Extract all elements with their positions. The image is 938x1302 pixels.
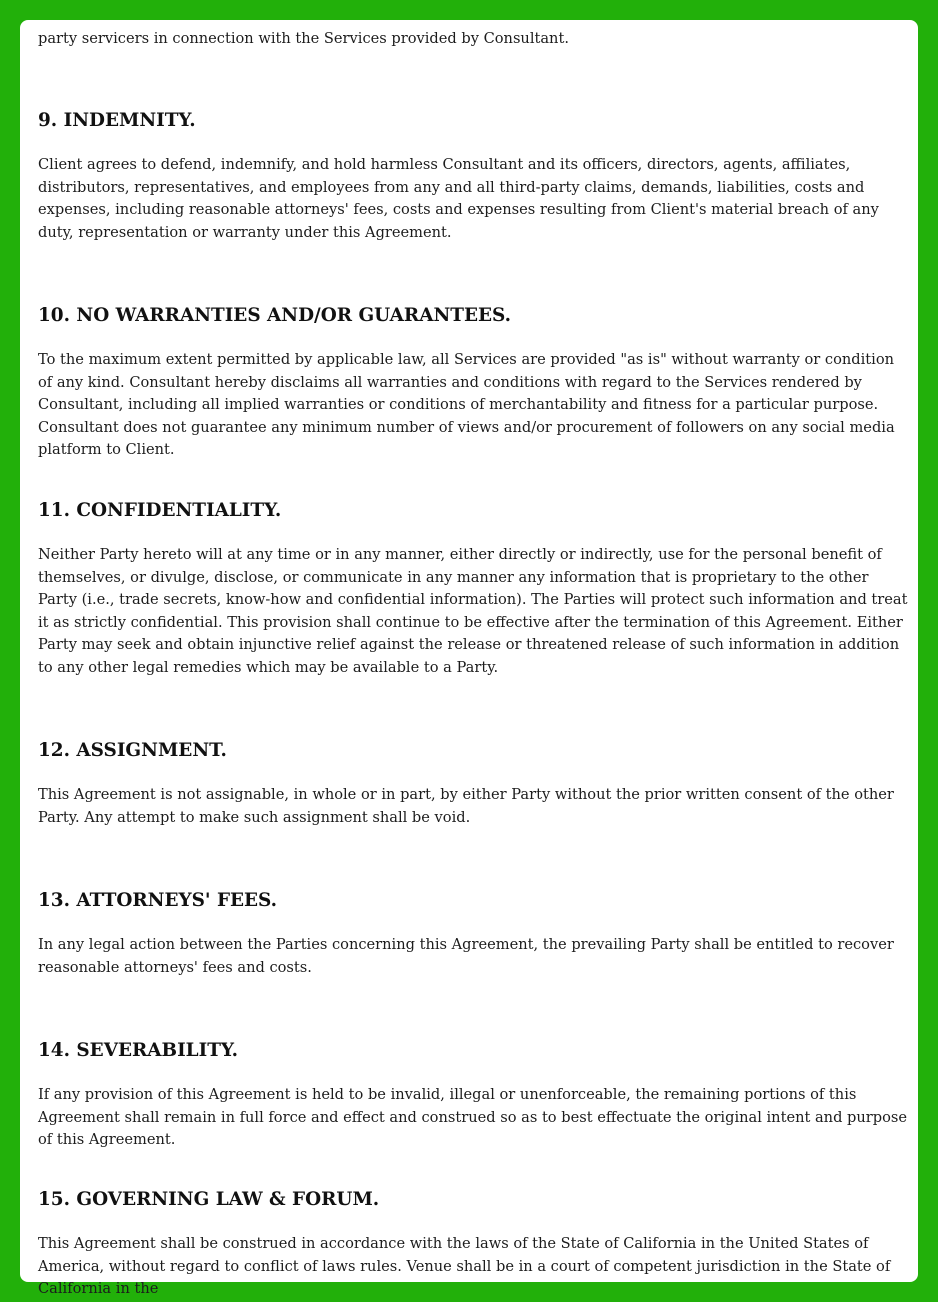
section-heading: 15. GOVERNING LAW & FORUM. [38, 1189, 380, 1210]
section-heading: 14. SEVERABILITY. [38, 1040, 239, 1061]
document-page [20, 20, 918, 1298]
section-body: This Agreement shall be construed in accordance with the laws of the State of California in the United States of America, without regard to conflict of laws rules. Venue shall be in a court of competent jurisdiction in the State of California in the [38, 1235, 891, 1298]
section-body: Client agrees to defend, indemnify, and hold harmless Consultant and its officers, directors, agents, affiliates, distributors, representatives, and employees from any and all third-party claims, demands, liabilities, costs and expenses, including reasonable attorneys' fees, costs and expenses resulting from Client's material breach of any duty, representation or warranty under this Agreement. [38, 156, 879, 241]
section-body: This Agreement is not assignable, in whole or in part, by either Party without the prior written consent of the other Party. Any attempt to make such assignment shall be void. [38, 786, 894, 826]
section-body: To the maximum extent permitted by applicable law, all Services are provided "as is" without warranty or condition of any kind. Consultant hereby disclaims all warranties and conditions with regard to the Services rendered by Consultant, including all implied warranties or conditions of merchantability and fitness for a particular purpose. Consultant does not guarantee any minimum number of views and/or procurement of followers on any social media platform to Client. [38, 351, 895, 459]
section-heading: 10. NO WARRANTIES AND/OR GUARANTEES. [38, 305, 512, 326]
continued-paragraph: party servicers in connection with the Services provided by Consultant. [38, 30, 569, 47]
section-body: If any provision of this Agreement is held to be invalid, illegal or unenforceable, the remaining portions of this Agreement shall remain in full force and effect and construed so as to best effectuate the original intent and purpose of this Agreement. [38, 1086, 908, 1149]
section-heading: 13. ATTORNEYS' FEES. [38, 890, 278, 911]
section-body: In any legal action between the Parties concerning this Agreement, the prevailing Party shall be entitled to recover reasonable attorneys' fees and costs. [38, 936, 894, 976]
section-heading: 11. CONFIDENTIALITY. [38, 500, 282, 521]
section-heading: 12. ASSIGNMENT. [38, 740, 227, 761]
section-heading: 9. INDEMNITY. [38, 110, 196, 131]
section-body: Neither Party hereto will at any time or in any manner, either directly or indirectly, use for the personal benefit of themselves, or divulge, disclose, or communicate in any manner any information that is proprietary to the other Party (i.e., trade secrets, know-how and confidential information). The Parties will protect such information and treat it as strictly confidential. This provision shall continue to be effective after the termination of this Agreement. Either Party may seek and obtain injunctive relief against the release or threatened release of such information in addition to any other legal remedies which may be available to a Party. [38, 546, 908, 676]
